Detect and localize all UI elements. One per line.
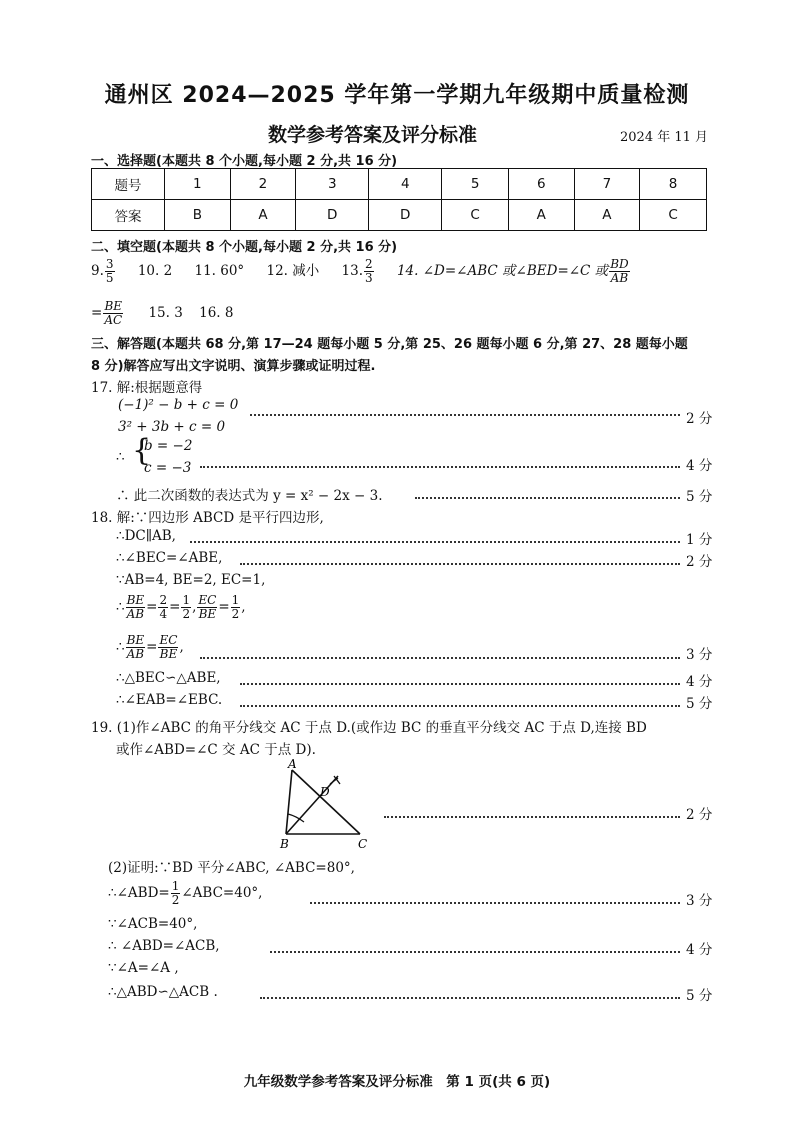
separator: ,: [179, 639, 184, 655]
q17-eq1: (−1)² − b + c = 0: [118, 397, 239, 413]
separator: ,: [241, 599, 246, 615]
q18-line7: ∴∠EAB=∠EBC.: [116, 692, 223, 708]
q19-score-4: 5 分: [686, 988, 713, 1004]
section3-heading-line2: 8 分)解答应写出文字说明、演算步骤或证明过程.: [91, 359, 376, 374]
fraction-numerator: 1: [231, 593, 240, 607]
q19-part2-line2: [108, 880, 262, 907]
table-row-answers: [92, 200, 707, 231]
vertex-label-a: A: [288, 758, 297, 771]
page-subtitle: 数学参考答案及评分标准: [268, 124, 478, 146]
leader-dots: [270, 951, 680, 953]
q9-fraction: [105, 258, 115, 285]
q19-part2-line6: ∴△ABD∽△ACB .: [108, 984, 218, 1000]
q19-part2-line3: ∵∠ACB=40°,: [108, 916, 198, 932]
fraction: [126, 634, 146, 661]
q12-answer: 12. 减小: [266, 263, 320, 279]
system-brace: {: [132, 433, 152, 468]
fraction-denominator: BE: [198, 607, 217, 621]
answer-table: [91, 168, 707, 231]
equals: =: [218, 599, 230, 615]
q17-score-3: 5 分: [686, 489, 713, 505]
expression-text: ∴∠ABD=: [108, 885, 170, 901]
fraction-denominator: AB: [126, 647, 145, 661]
q14-equals: =: [91, 305, 103, 321]
fraction: [181, 594, 191, 621]
fraction-numerator: 2: [159, 593, 168, 607]
side-ac: [292, 770, 360, 834]
fraction-numerator: BD: [610, 257, 629, 271]
leader-dots: [250, 414, 680, 416]
fraction-numerator: 1: [182, 593, 191, 607]
fraction-denominator: 4: [159, 607, 168, 621]
table-cell: 6: [509, 169, 575, 200]
table-cell: 2: [230, 169, 296, 200]
expression-text: ∠ABC=40°,: [181, 885, 263, 901]
table-cell: 5: [442, 169, 509, 200]
fill-blank-line1: [91, 258, 631, 285]
section1-heading: 一、选择题(本题共 8 个小题,每小题 2 分,共 16 分): [91, 154, 398, 169]
q14-fraction2: [103, 300, 123, 327]
fraction: [158, 594, 168, 621]
leader-dots: [200, 657, 680, 659]
leader-dots: [260, 997, 680, 999]
fraction-denominator: 3: [365, 271, 373, 285]
fraction-numerator: 2: [365, 257, 373, 271]
leader-dots: [310, 902, 680, 904]
table-cell: D: [369, 200, 442, 231]
fraction: [197, 594, 217, 621]
fraction-denominator: 5: [105, 271, 114, 285]
triangle-figure: [270, 758, 380, 850]
section2-heading: 二、填空题(本题共 8 个小题,每小题 2 分,共 16 分): [91, 240, 398, 255]
table-cell: A: [509, 200, 575, 231]
q17-label: 17. 解:根据题意得: [91, 380, 203, 396]
leader-dots: [384, 816, 680, 818]
table-cell: D: [296, 200, 369, 231]
q19-score-3: 4 分: [686, 942, 713, 958]
fill-blank-line2: [91, 300, 233, 327]
q17-solution-b: b = −2: [144, 438, 193, 454]
fraction-numerator: 3: [105, 257, 114, 271]
q18-line1: ∴DC∥AB,: [116, 528, 176, 544]
fraction-numerator: BE: [126, 633, 145, 647]
document-date: 2024 年 11 月: [620, 130, 709, 145]
table-cell: B: [165, 200, 231, 231]
table-cell: A: [230, 200, 296, 231]
vertex-label-c: C: [358, 837, 368, 850]
row-label-number: 题号: [92, 169, 165, 200]
q13-label: 13.: [341, 263, 364, 279]
fraction-denominator: AB: [126, 607, 145, 621]
fraction-numerator: BE: [104, 299, 123, 313]
table-cell: 4: [369, 169, 442, 200]
equals: =: [146, 599, 158, 615]
fraction-denominator: 2: [171, 893, 180, 907]
q19-part1-line1: 19. (1)作∠ABC 的角平分线交 AC 于点 D.(或作边 BC 的垂直平分线交 AC 于点 D,连接 BD: [91, 720, 647, 736]
q18-score-1: 1 分: [686, 532, 713, 548]
q19-part1-line2: 或作∠ABD=∠C 交 AC 于点 D).: [116, 742, 316, 758]
table-cell: 3: [296, 169, 369, 200]
q17-therefore: ∴: [116, 449, 125, 465]
leader-dots: [240, 563, 680, 565]
vertex-label-b: B: [280, 837, 289, 850]
page-footer: 九年级数学参考答案及评分标准 第 1 页(共 6 页): [243, 1074, 551, 1090]
q10-answer: 10. 2: [137, 263, 173, 279]
q9-label: 9.: [91, 263, 104, 279]
q19-score-part1: 2 分: [686, 807, 713, 823]
q18-score-3: 3 分: [686, 647, 713, 663]
q18-score-5: 5 分: [686, 696, 713, 712]
table-cell: A: [574, 200, 640, 231]
q14-answer: 14. ∠D=∠ABC 或∠BED=∠C 或: [396, 263, 609, 279]
leader-dots: [240, 705, 680, 707]
row-label-answer: 答案: [92, 200, 165, 231]
q18-line5: [116, 634, 184, 661]
q13-fraction: [364, 258, 374, 285]
page-title: 通州区 2024—2025 学年第一学期九年级期中质量检测: [104, 83, 690, 108]
fraction-numerator: EC: [159, 633, 178, 647]
q17-conclusion: ∴ 此二次函数的表达式为 y = x² − 2x − 3.: [116, 488, 383, 504]
q19-score-2: 3 分: [686, 893, 713, 909]
fraction: [171, 880, 181, 907]
fraction-denominator: BE: [159, 647, 178, 661]
leader-dots: [240, 683, 680, 685]
fraction-numerator: BE: [126, 593, 145, 607]
q11-answer: 11. 60°: [194, 263, 245, 279]
q18-line6: ∴△BEC∽△ABE,: [116, 670, 221, 686]
leader-dots: [200, 466, 680, 468]
q18-score-2: 2 分: [686, 554, 713, 570]
construction-arc: [288, 814, 304, 822]
separator: ,: [192, 599, 197, 615]
q17-score-1: 2 分: [686, 411, 713, 427]
equals: =: [146, 639, 158, 655]
table-cell: C: [442, 200, 509, 231]
q19-part2-line1: (2)证明:∵BD 平分∠ABC, ∠ABC=80°,: [108, 860, 355, 876]
q14-fraction1: [609, 258, 629, 285]
fraction: [231, 594, 241, 621]
q16-answer: 16. 8: [199, 305, 234, 321]
fraction-denominator: AC: [104, 313, 123, 327]
equals: =: [169, 599, 181, 615]
fraction-denominator: AB: [610, 271, 629, 285]
q19-part2-line5: ∵∠A=∠A ,: [108, 960, 179, 976]
section3-heading-line1: 三、解答题(本题共 68 分,第 17—24 题每小题 5 分,第 25、26 题每小题 6 分,第 27、28 题每小题: [91, 337, 688, 352]
fraction-numerator: 1: [171, 879, 180, 893]
fraction-denominator: 2: [182, 607, 191, 621]
q18-label: 18. 解:∵四边形 ABCD 是平行四边形,: [91, 510, 324, 526]
q18-line2: ∴∠BEC=∠ABE,: [116, 550, 223, 566]
leader-dots: [190, 541, 680, 543]
table-cell: 1: [165, 169, 231, 200]
therefore-symbol: ∴: [116, 639, 125, 655]
q18-line3: ∵AB=4, BE=2, EC=1,: [116, 572, 266, 588]
table-row-numbers: [92, 169, 707, 200]
side-ab: [286, 770, 292, 834]
therefore-symbol: ∴: [116, 599, 125, 615]
q17-eq2: 3² + 3b + c = 0: [118, 419, 226, 435]
fraction-numerator: EC: [198, 593, 217, 607]
leader-dots: [415, 497, 680, 499]
q17-score-2: 4 分: [686, 458, 713, 474]
q17-solution-c: c = −3: [144, 460, 192, 476]
q18-line4: [116, 594, 246, 621]
q18-score-4: 4 分: [686, 674, 713, 690]
table-cell: 7: [574, 169, 640, 200]
fraction-denominator: 2: [231, 607, 240, 621]
table-cell: C: [640, 200, 707, 231]
vertex-label-d: D: [320, 785, 330, 799]
table-cell: 8: [640, 169, 707, 200]
fraction: [126, 594, 146, 621]
q15-answer: 15. 3: [148, 305, 183, 321]
q19-part2-line4: ∴ ∠ABD=∠ACB,: [108, 938, 220, 954]
fraction: [158, 634, 178, 661]
